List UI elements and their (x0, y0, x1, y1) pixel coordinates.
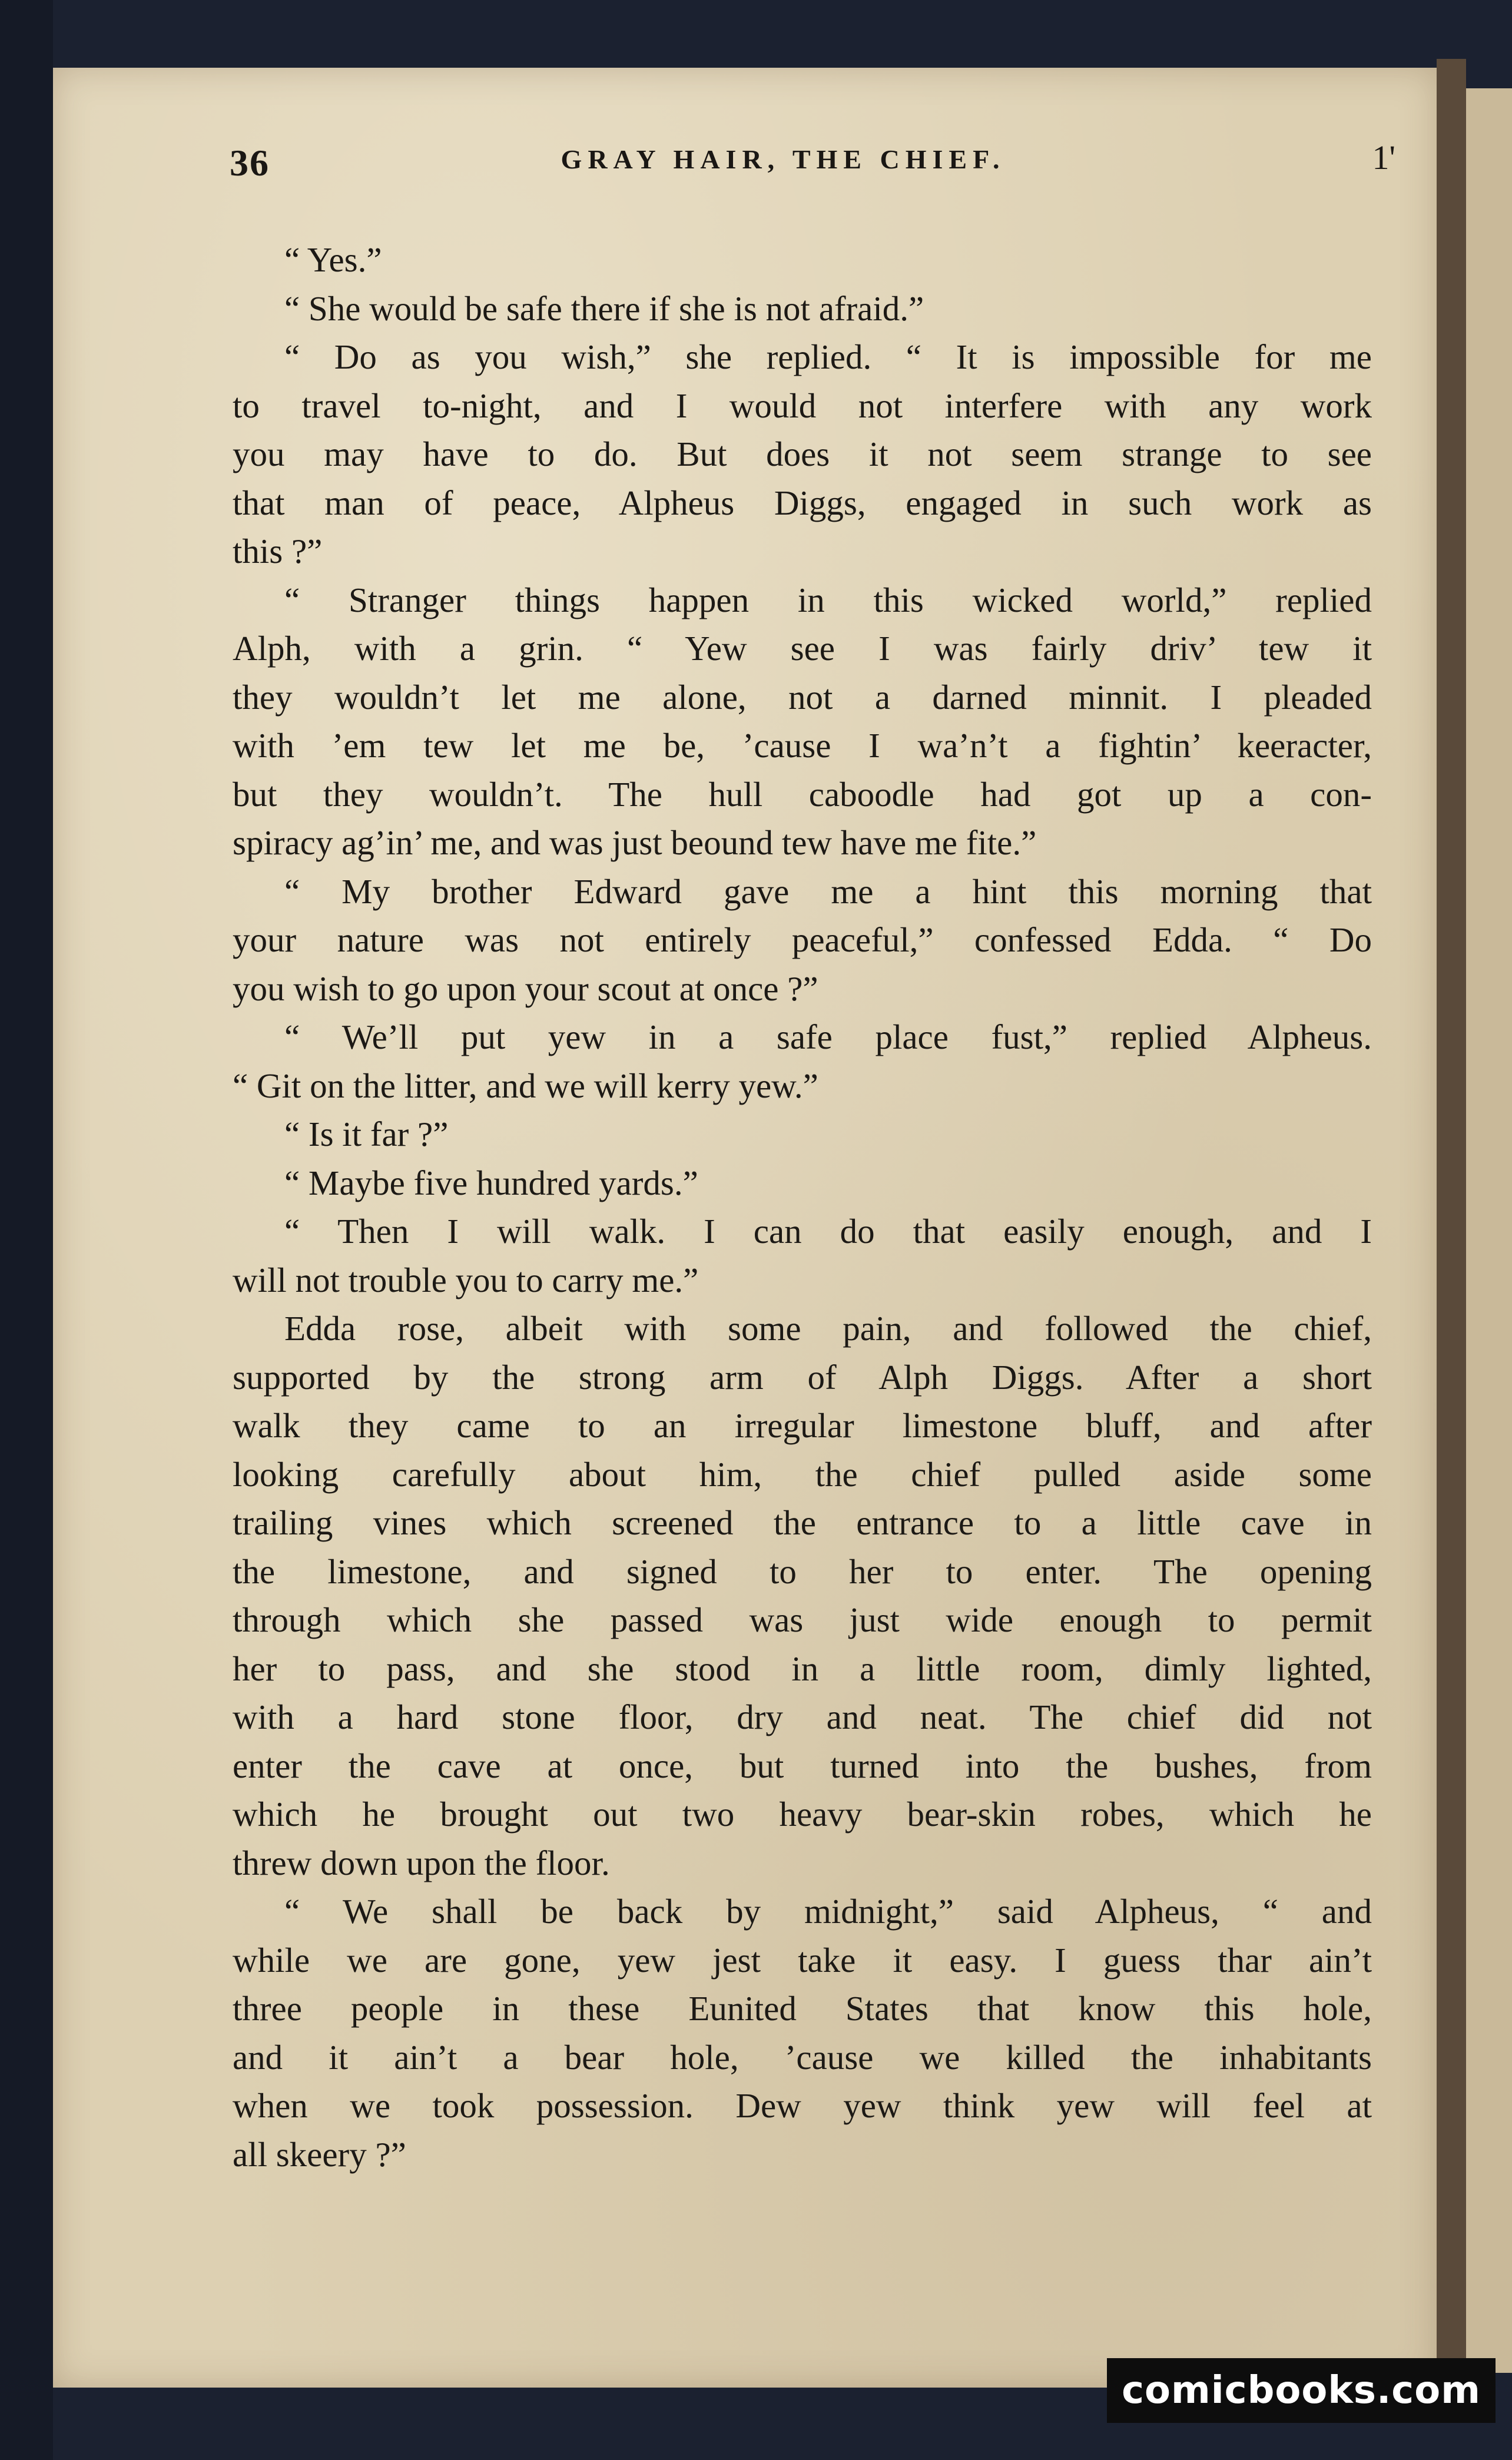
text-line: while we are gone, yew jest take it easy. I guess thar ain’t (233, 1940, 1372, 1980)
text-line: the limestone, and signed to her to enter. The opening (233, 1551, 1372, 1591)
page-header (177, 138, 1395, 188)
text-line: three people in these Eunited States that know this hole, (233, 1989, 1372, 2028)
text-line: with a hard stone floor, dry and neat. The chief did not (233, 1698, 1372, 1736)
text-line: which he brought out two heavy bear-skin robes, which he (233, 1795, 1372, 1834)
text-line: “ Stranger things happen in this wicked world,” replied (284, 580, 1372, 619)
text-line: you wish to go upon your scout at once ?” (233, 969, 818, 1008)
text-line: that man of peace, Alpheus Diggs, engaged in such work as (233, 483, 1372, 522)
facing-page-strip (1466, 88, 1512, 2373)
text-line: her to pass, and she stood in a little room, dimly lighted, (233, 1649, 1372, 1688)
text-line: to travel to-night, and I would not interfere with any work (233, 386, 1372, 425)
text-line: Edda rose, albeit with some pain, and followed the chief, (284, 1309, 1372, 1348)
page-body-text (233, 236, 1372, 2179)
page-gutter-shadow (1437, 59, 1466, 2402)
text-line: threw down upon the floor. (233, 1843, 610, 1882)
text-line: but they wouldn’t. The hull caboodle had got up a con- (233, 774, 1372, 814)
book-cover-edge (0, 0, 53, 2460)
text-line: looking carefully about him, the chief pulled aside some (233, 1454, 1372, 1494)
text-line: “ Do as you wish,” she replied. “ It is impossible for me (284, 337, 1372, 376)
text-line: Alph, with a grin. “ Yew see I was fairly driv’ tew it (233, 629, 1372, 668)
text-line: “ Is it far ?” (284, 1115, 449, 1153)
text-line: this ?” (233, 532, 323, 571)
text-line: “ Yes.” (284, 240, 382, 279)
site-watermark: comicbooks.com (1107, 2358, 1496, 2423)
text-line: all skeery ?” (233, 2134, 406, 2174)
text-line: when we took possession. Dew yew think yew will feel at (233, 2086, 1372, 2125)
text-line: enter the cave at once, but turned into the bushes, from (233, 1746, 1372, 1785)
text-line: will not trouble you to carry me.” (233, 1260, 699, 1299)
page-number: 36 (230, 142, 270, 184)
text-line: they wouldn’t let me alone, not a darned minnit. I pleaded (233, 677, 1372, 717)
text-line: you may have to do. But does it not seem strange to see (233, 435, 1372, 473)
text-line: spiracy ag’in’ me, and was just beound tew have me fite.” (233, 823, 1037, 862)
text-line: “ Git on the litter, and we will kerry yew.” (233, 1066, 818, 1105)
text-line: your nature was not entirely peaceful,” confessed Edda. “ Do (233, 920, 1372, 959)
text-line: through which she passed was just wide enough to permit (233, 1600, 1372, 1639)
text-line: “ She would be safe there if she is not afraid.” (284, 289, 924, 328)
text-line: “ Then I will walk. I can do that easily enough, and I (284, 1212, 1372, 1251)
text-line: trailing vines which screened the entrance to a little cave in (233, 1503, 1372, 1542)
text-line: with ’em tew let me be, ’cause I wa’n’t a fightin’ keeracter, (233, 726, 1372, 765)
text-line: supported by the strong arm of Alph Diggs. After a short (233, 1357, 1372, 1397)
corner-mark: 1' (1372, 138, 1395, 177)
text-line: “ We shall be back by midnight,” said Alpheus, “ and (284, 1892, 1372, 1931)
text-line: “ Maybe five hundred yards.” (284, 1163, 698, 1202)
text-line: walk they came to an irregular limestone bluff, and after (233, 1406, 1372, 1445)
text-line: “ We’ll put yew in a safe place fust,” replied Alpheus. (284, 1017, 1372, 1056)
text-line: and it ain’t a bear hole, ’cause we killed the inhabitants (233, 2037, 1372, 2077)
text-line: “ My brother Edward gave me a hint this morning that (284, 871, 1372, 911)
running-head: GRAY HAIR, THE CHIEF. (561, 144, 1006, 174)
